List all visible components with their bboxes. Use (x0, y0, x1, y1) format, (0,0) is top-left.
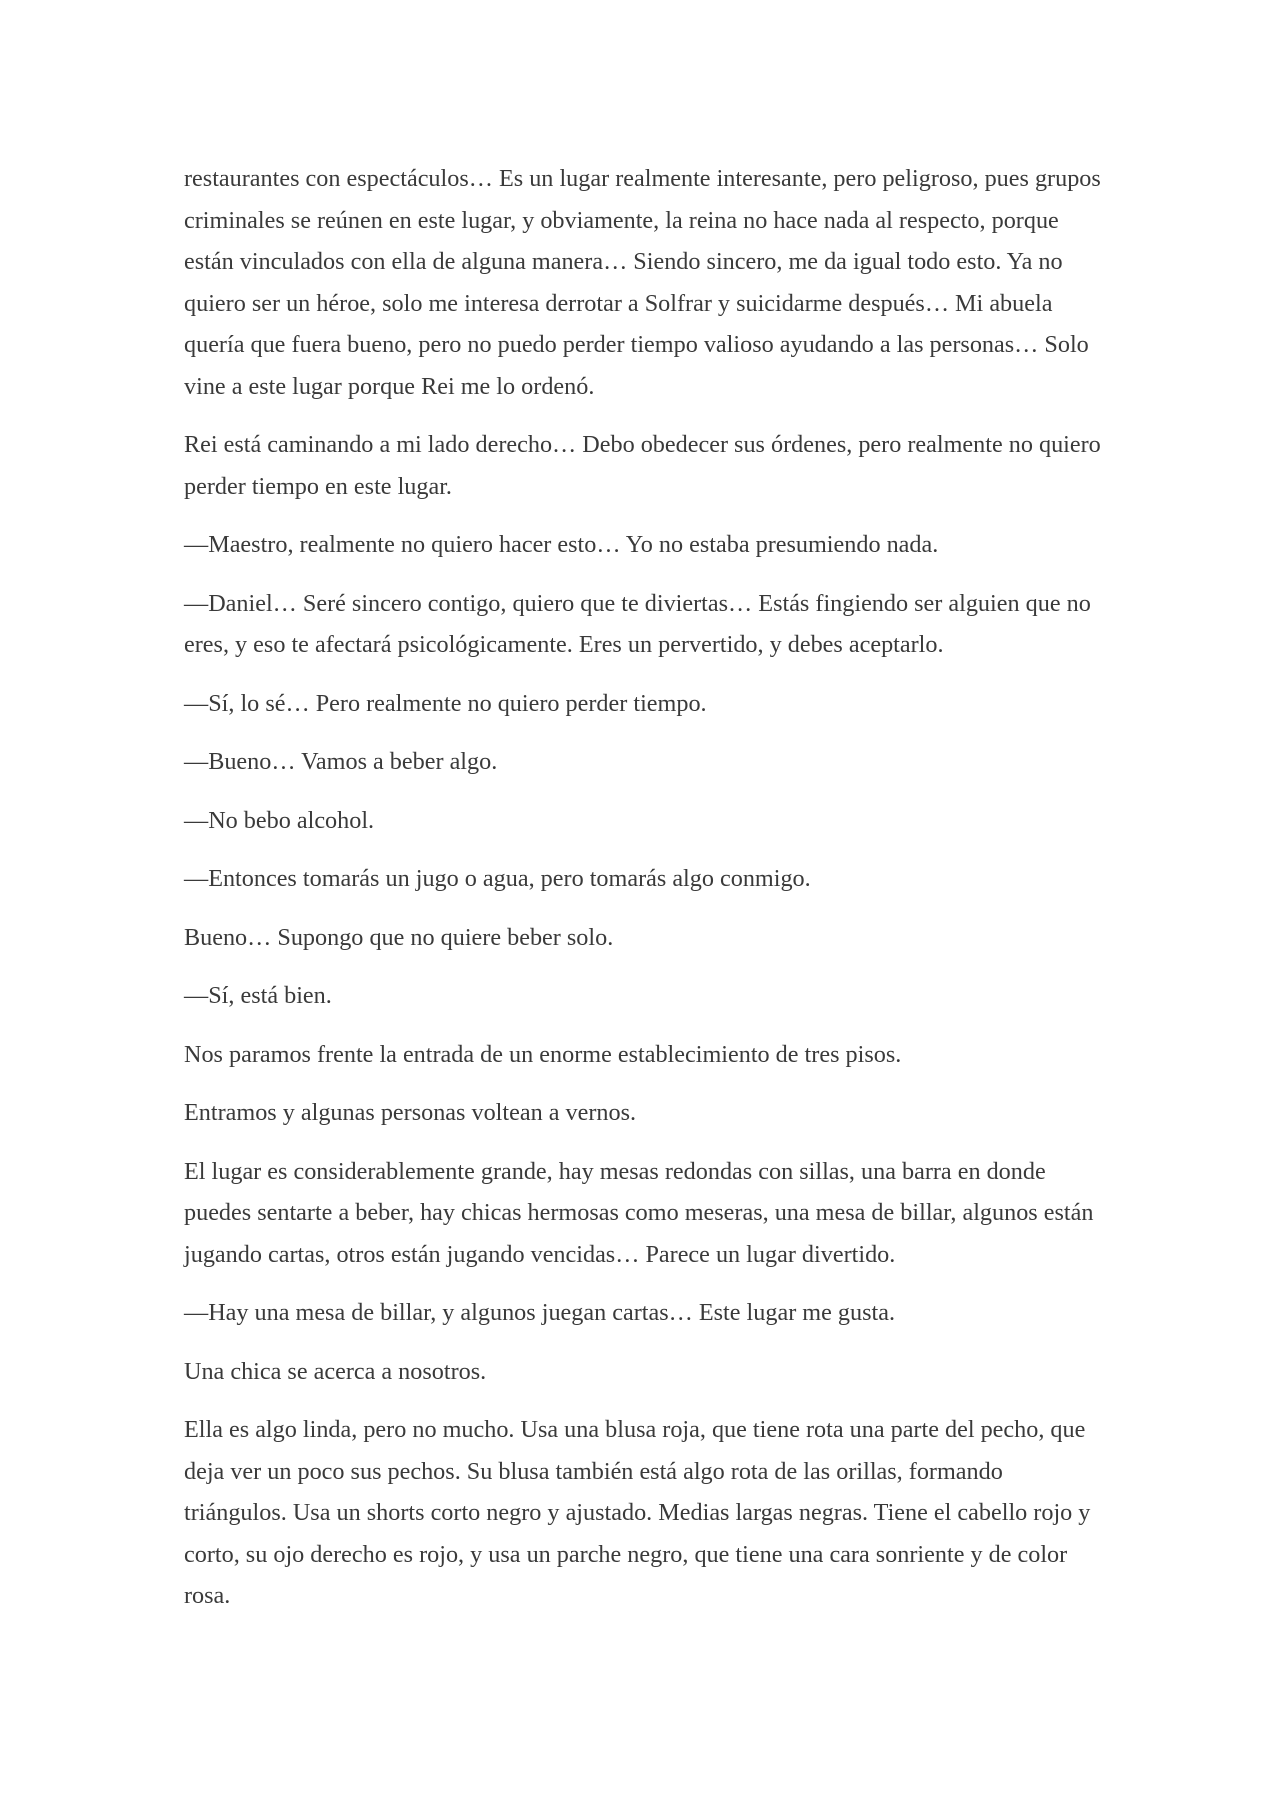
paragraph: —Maestro, realmente no quiero hacer esto… Yo no estaba presumiendo nada. (184, 531, 939, 558)
paragraph: —Sí, está bien. (184, 982, 332, 1009)
paragraph: —Bueno… Vamos a beber algo. (184, 748, 498, 775)
paragraph: Bueno… Supongo que no quiere beber solo. (184, 923, 614, 951)
paragraph: —Entonces tomarás un jugo o agua, pero tomarás algo conmigo. (184, 865, 811, 892)
document-body (184, 158, 1104, 1634)
paragraph: —No bebo alcohol. (184, 806, 375, 834)
paragraph: Nos paramos frente la entrada de un enorme establecimiento de tres pisos. (184, 1040, 902, 1068)
paragraph: Ella es algo linda, pero no mucho. Usa una blusa roja, que tiene rota una parte del pecho, que deja ver un poco sus pechos. Su blusa también está algo rota de las orillas, formando triángulos. Usa un shorts corto negro y ajustado. Medias largas negras. Tiene el cabello rojo y corto, su ojo derecho es rojo, y usa un parche negro, que tiene una cara sonriente y de color rosa. (184, 1416, 1091, 1609)
paragraph: —Daniel… Seré sincero contigo, quiero que te diviertas… Estás fingiendo ser alguien que no eres, y eso te afectará psicológicamente. Eres un pervertido, y debes aceptarlo. (184, 589, 1091, 658)
paragraph: —Sí, lo sé… Pero realmente no quiero perder tiempo. (184, 689, 707, 717)
paragraph: El lugar es considerablemente grande, hay mesas redondas con sillas, una barra en donde puedes sentarte a beber, hay chicas hermosas como meseras, una mesa de billar, algunos están jugando cartas, otros están jugando vencidas… Parece un lugar divertido. (184, 1157, 1094, 1268)
paragraph: Entramos y algunas personas voltean a vernos. (184, 1099, 637, 1126)
paragraph: —Hay una mesa de billar, y algunos juegan cartas… Este lugar me gusta. (184, 1299, 896, 1326)
paragraph: restaurantes con espectáculos… Es un lugar realmente interesante, pero peligroso, pues grupos criminales se reúnen en este lugar, y obviamente, la reina no hace nada al respecto, porque están vinculados con ella de alguna manera… Siendo sincero, me da igual todo esto. Ya no quiero ser un héroe, solo me interesa derrotar a Solfrar y suicidarme después… Mi abuela quería que fuera bueno, pero no puedo perder tiempo valioso ayudando a las personas… Solo vine a este lugar porque Rei me lo ordenó. (184, 165, 1101, 400)
paragraph: Una chica se acerca a nosotros. (184, 1357, 487, 1385)
paragraph: Rei está caminando a mi lado derecho… Debo obedecer sus órdenes, pero realmente no quiero perder tiempo en este lugar. (184, 431, 1101, 500)
